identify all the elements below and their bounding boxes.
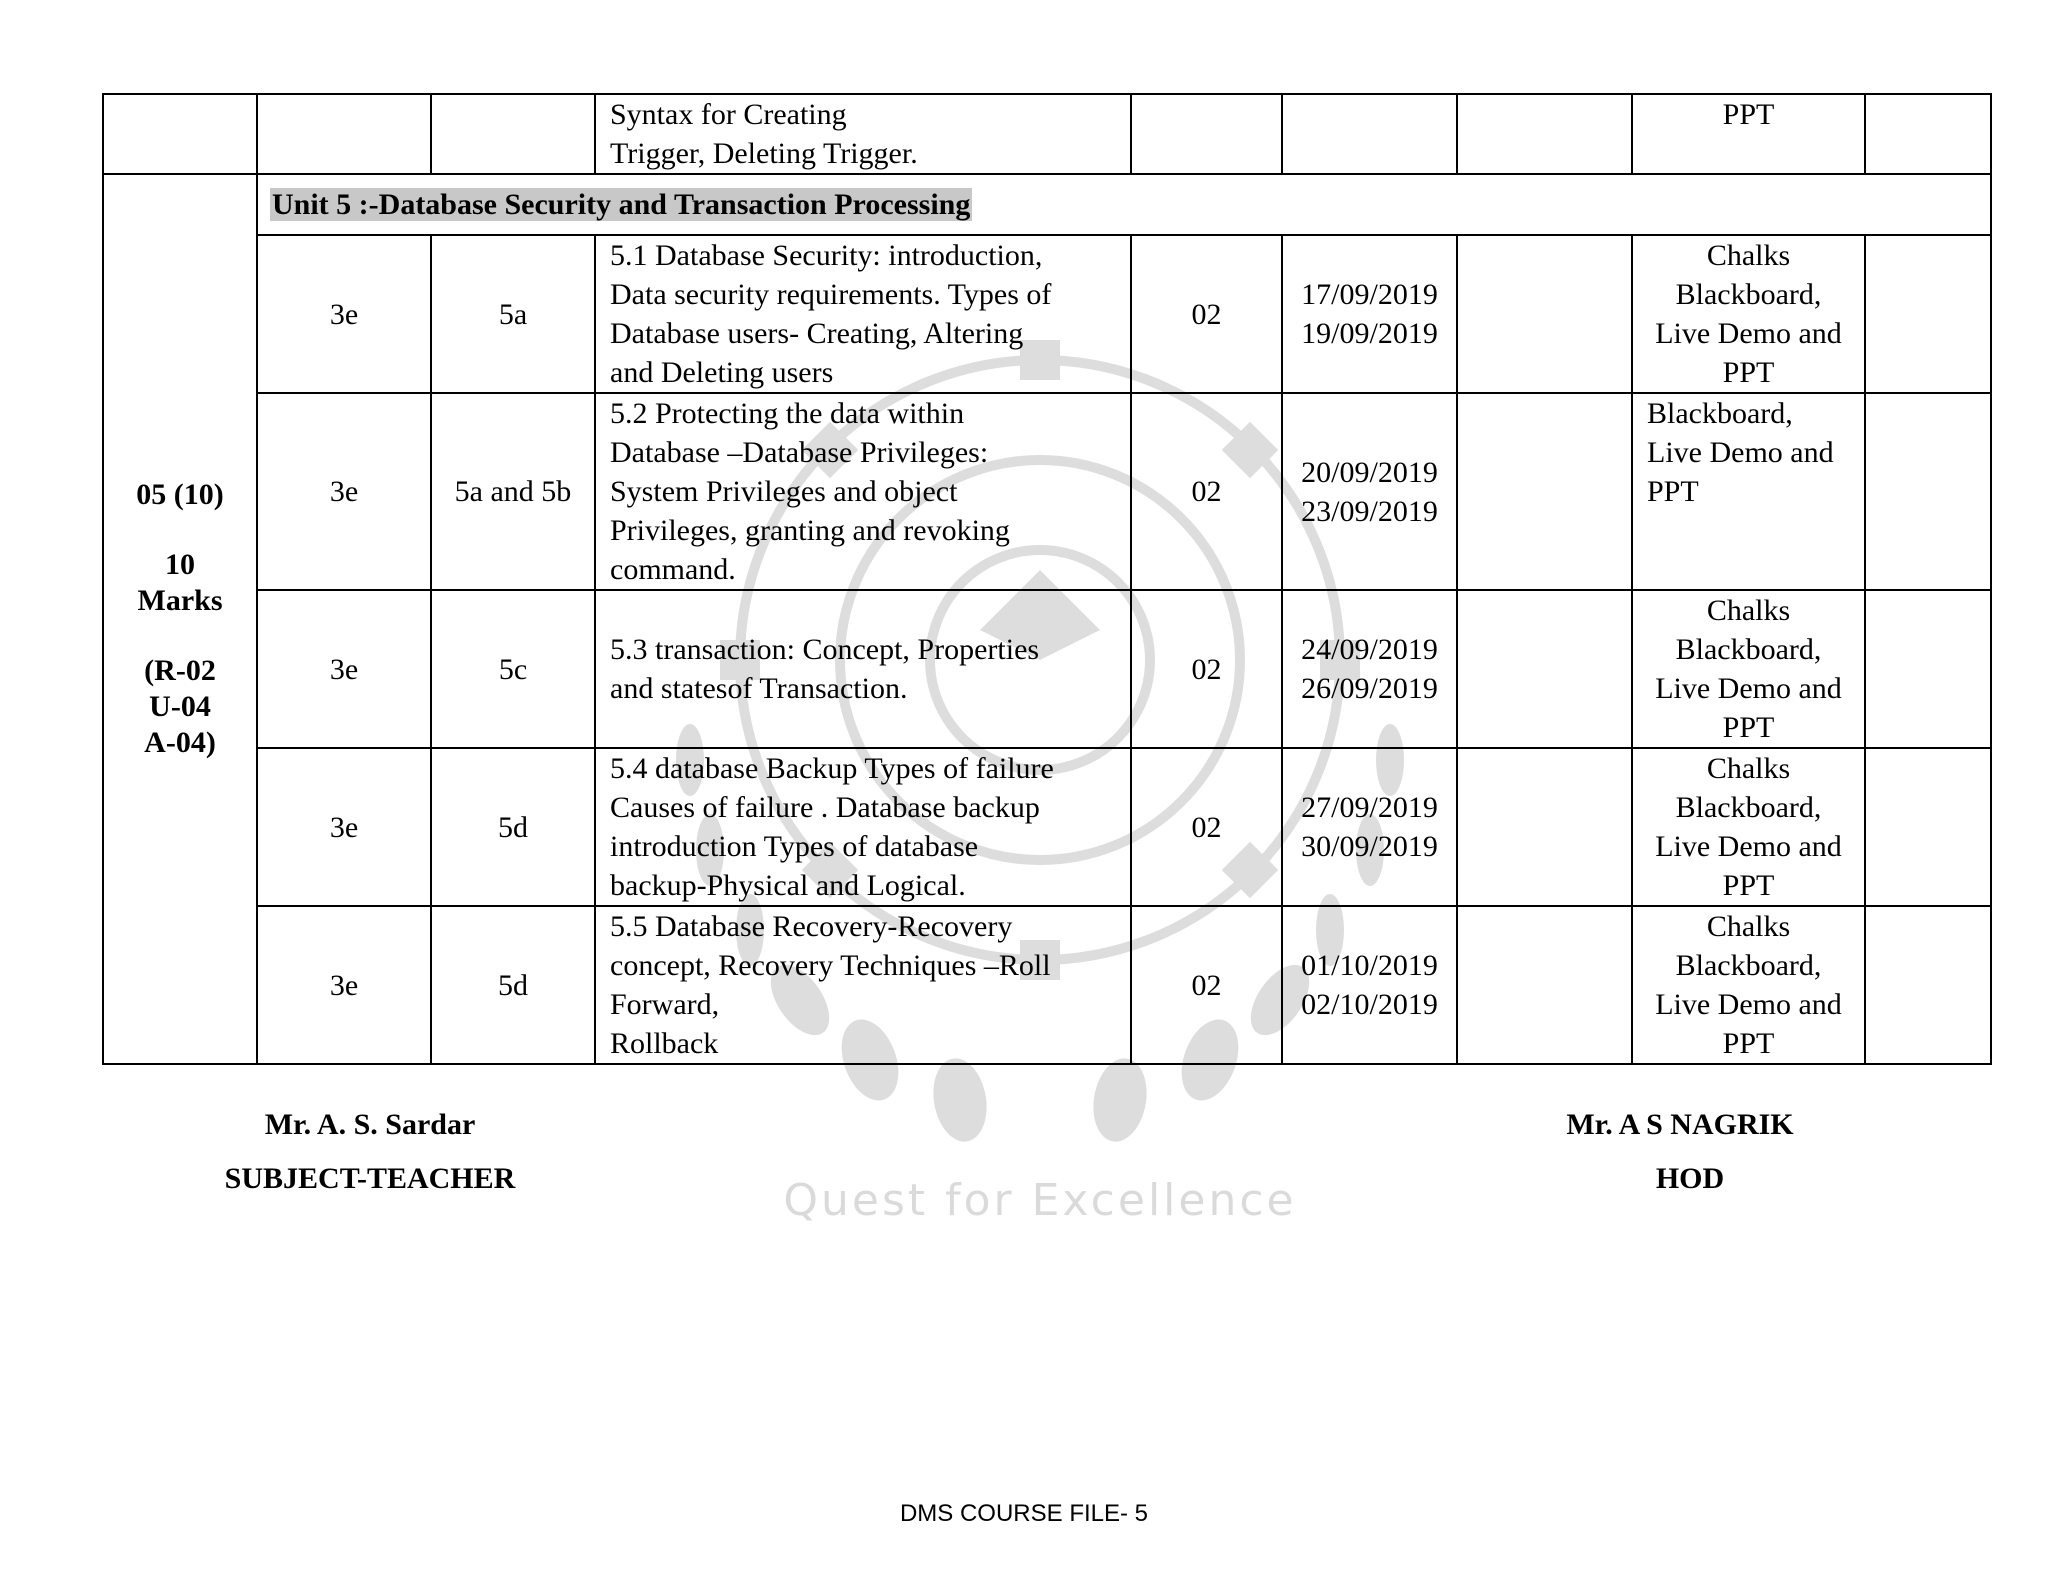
- teacher-name: Mr. A. S. Sardar: [264, 1108, 476, 1141]
- hours-cell: 02: [1131, 393, 1282, 590]
- unit-header-row: [103, 174, 1991, 235]
- topic-cell: 5.4 database Backup Types of failure Causes of failure . Database backup introduction Types of database backup-Physical and Logical.: [595, 748, 1131, 906]
- table-cell: [1457, 94, 1632, 174]
- table-cell: [1457, 235, 1632, 393]
- teaching-method-cell: Chalks Blackboard, Live Demo and PPT: [1632, 748, 1865, 906]
- topic-cell: 5.5 Database Recovery-Recovery concept, Recovery Techniques –Roll Forward, Rollback: [595, 906, 1131, 1064]
- table-cell: [1865, 94, 1991, 174]
- dates-cell: 24/09/2019 26/09/2019: [1282, 590, 1457, 748]
- co-cell: 3e: [257, 906, 431, 1064]
- topic-cell: 5.2 Protecting the data within Database –Database Privileges: System Privileges and object Privileges, granting and revoking command.: [595, 393, 1131, 590]
- dates-cell: 01/10/2019 02/10/2019: [1282, 906, 1457, 1064]
- teaching-method-cell: Chalks Blackboard, Live Demo and PPT: [1632, 235, 1865, 393]
- lo-cell: 5a: [431, 235, 595, 393]
- hod-name: Mr. A S NAGRIK: [1566, 1108, 1794, 1141]
- table-cell: [1865, 906, 1991, 1064]
- hours-cell: 02: [1131, 235, 1282, 393]
- table-cell: [1865, 590, 1991, 748]
- table-cell: [431, 94, 595, 174]
- topic-cell: 5.3 transaction: Concept, Properties and statesof Transaction.: [595, 590, 1131, 748]
- teaching-method-cell: Chalks Blackboard, Live Demo and PPT: [1632, 590, 1865, 748]
- watermark-motto: Quest for Excellence: [783, 1175, 1297, 1226]
- lo-cell: 5c: [431, 590, 595, 748]
- table-row: [103, 590, 1991, 748]
- teaching-method-cell: Chalks Blackboard, Live Demo and PPT: [1632, 906, 1865, 1064]
- table-row: [103, 94, 1991, 174]
- table-cell: [1457, 590, 1632, 748]
- table-cell: [103, 94, 257, 174]
- lo-cell: 5a and 5b: [431, 393, 595, 590]
- table-cell: [1865, 748, 1991, 906]
- dates-cell: 17/09/2019 19/09/2019: [1282, 235, 1457, 393]
- co-cell: 3e: [257, 235, 431, 393]
- teaching-method-cell: Blackboard, Live Demo and PPT: [1632, 393, 1865, 590]
- dates-cell: 27/09/2019 30/09/2019: [1282, 748, 1457, 906]
- teacher-role: SUBJECT-TEACHER: [224, 1162, 516, 1195]
- unit-title: Unit 5 :-Database Security and Transaction Processing: [272, 188, 971, 221]
- table-cell: [1865, 235, 1991, 393]
- hours-cell: 02: [1131, 590, 1282, 748]
- teaching-method-cell: PPT: [1632, 94, 1865, 174]
- table-cell: [1131, 94, 1282, 174]
- co-cell: 3e: [257, 393, 431, 590]
- teaching-plan-table: [102, 93, 1992, 1065]
- table-cell: [1457, 393, 1632, 590]
- hours-cell: 02: [1131, 906, 1282, 1064]
- hours-cell: 02: [1131, 748, 1282, 906]
- topic-cell: 5.1 Database Security: introduction, Data security requirements. Types of Database users- Creating, Altering and Deleting users: [595, 235, 1131, 393]
- table-cell: [257, 94, 431, 174]
- table-row: [103, 235, 1991, 393]
- topic-cell: Syntax for Creating Trigger, Deleting Trigger.: [595, 94, 1131, 174]
- lo-cell: 5d: [431, 748, 595, 906]
- table-row: [103, 748, 1991, 906]
- table-cell: [1457, 748, 1632, 906]
- co-cell: 3e: [257, 590, 431, 748]
- table-row: [103, 393, 1991, 590]
- lo-cell: 5d: [431, 906, 595, 1064]
- page-footer: DMS COURSE FILE- 5: [899, 1500, 1149, 1527]
- hod-role: HOD: [1655, 1162, 1725, 1195]
- table-cell: [1282, 94, 1457, 174]
- table-row: [103, 906, 1991, 1064]
- unit-title-cell: [257, 174, 1991, 235]
- dates-cell: 20/09/2019 23/09/2019: [1282, 393, 1457, 590]
- table-cell: [1457, 906, 1632, 1064]
- table-cell: [1865, 393, 1991, 590]
- unit-marks-cell: 05 (10) 10 Marks (R-02 U-04 A-04): [103, 174, 257, 1064]
- co-cell: 3e: [257, 748, 431, 906]
